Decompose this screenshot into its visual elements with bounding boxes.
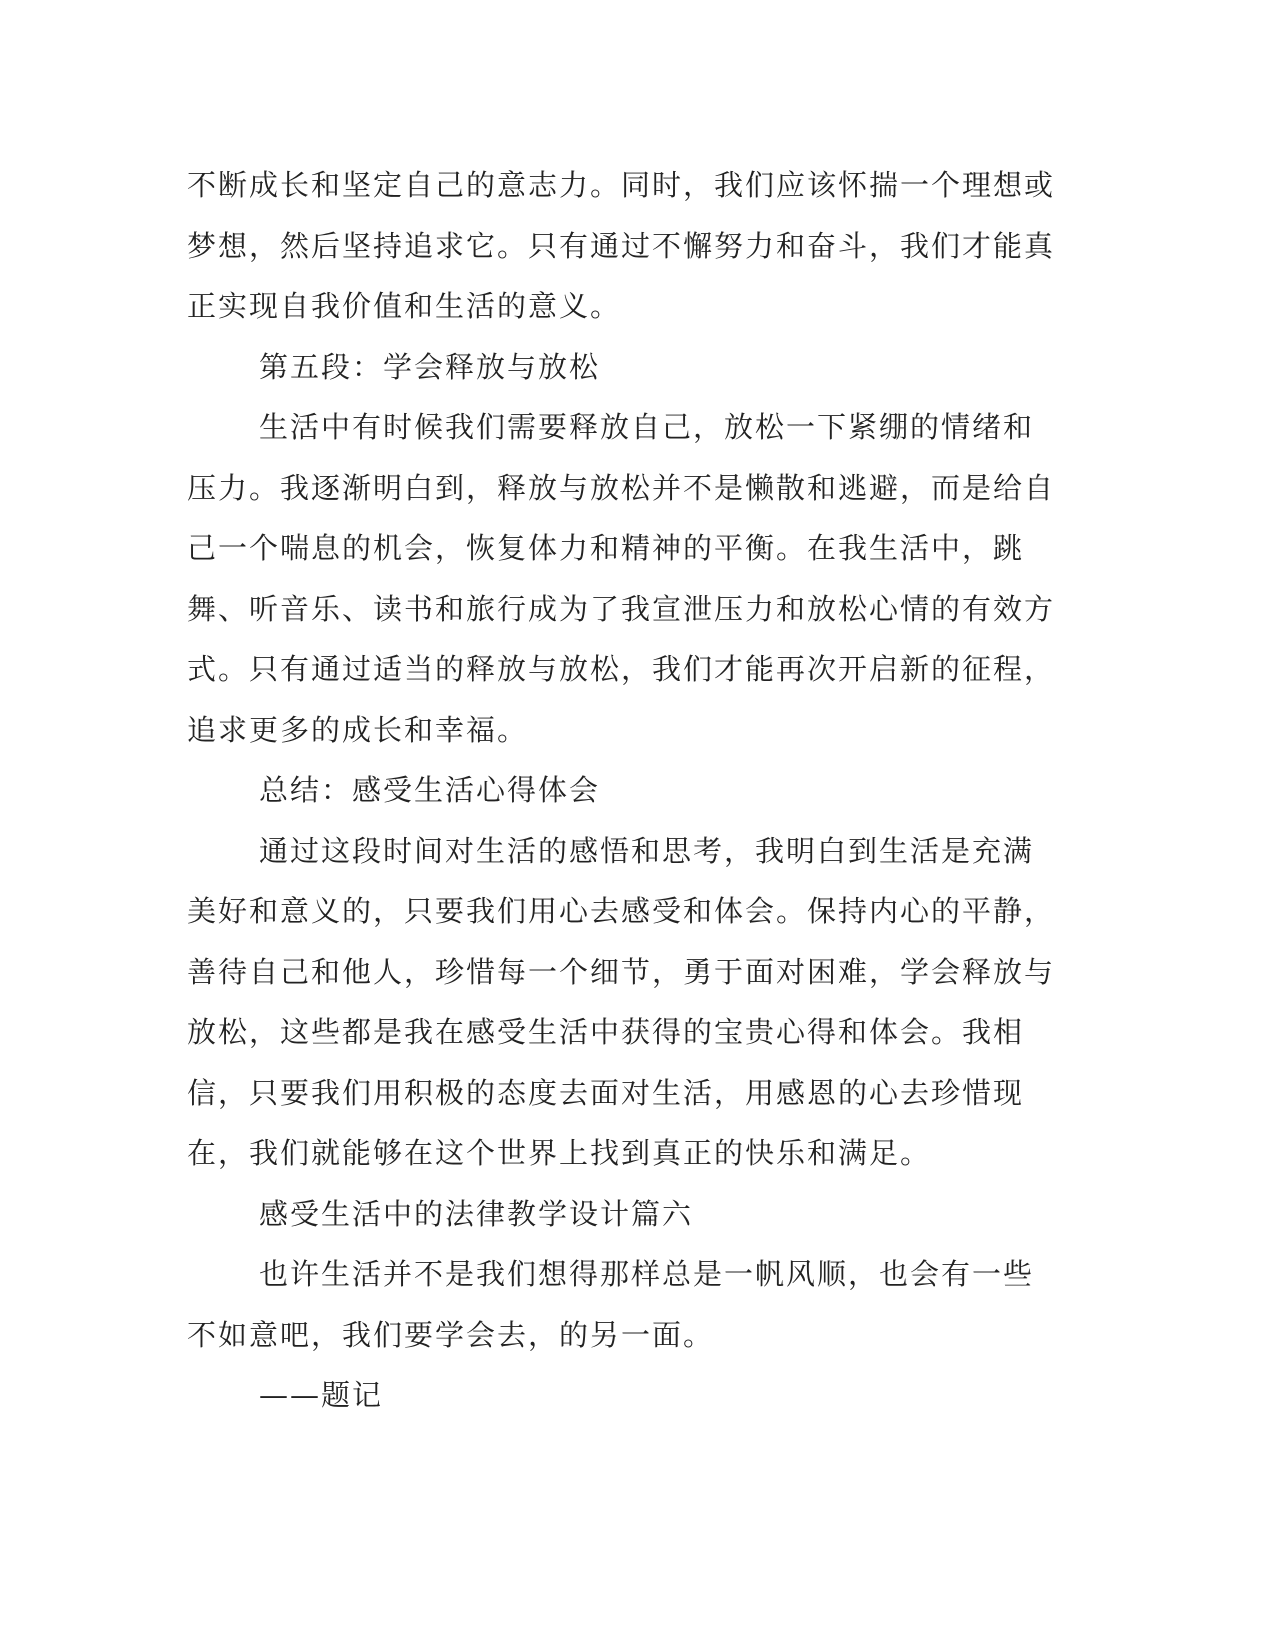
paragraph-summary: 通过这段时间对生活的感悟和思考，我明白到生活是充满美好和意义的，只要我们用心去感受和体会。保持内心的平静，善待自己和他人，珍惜每一个细节，勇于面对困难，学会释放与放松，这些都是我在感受生活中获得的宝贵心得和体会。我相信，只要我们用积极的态度去面对生活，用感恩的心去珍惜现在，我们就能够在这个世界上找到真正的快乐和满足。 [187, 833, 1056, 1170]
paragraph-intro: 也许生活并不是我们想得那样总是一帆风顺，也会有一些不如意吧，我们要学会去，的另一面。 [187, 1257, 1035, 1352]
epigraph-attribution: ——题记 [259, 1378, 384, 1412]
summary-heading: 总结：感受生活心得体会 [259, 773, 601, 807]
paragraph-relax: 生活中有时候我们需要释放自己，放松一下紧绷的情绪和压力。我逐渐明白到，释放与放松并不是懒散和逃避，而是给自己一个喘息的机会，恢复体力和精神的平衡。在我生活中，跳舞、听音乐、读书和旅行成为了我宣泄压力和放松心情的有效方式。只有通过适当的释放与放松，我们才能再次开启新的征程，追求更多的成长和幸福。 [187, 410, 1056, 747]
document-body [187, 155, 1057, 1426]
paragraph-1: 不断成长和坚定自己的意志力。同时，我们应该怀揣一个理想或梦想，然后坚持追求它。只有通过不懈努力和奋斗，我们才能真正实现自我价值和生活的意义。 [187, 168, 1056, 323]
section-heading-5: 第五段：学会释放与放松 [259, 349, 601, 384]
chapter-title-6: 感受生活中的法律教学设计篇六 [259, 1196, 694, 1231]
